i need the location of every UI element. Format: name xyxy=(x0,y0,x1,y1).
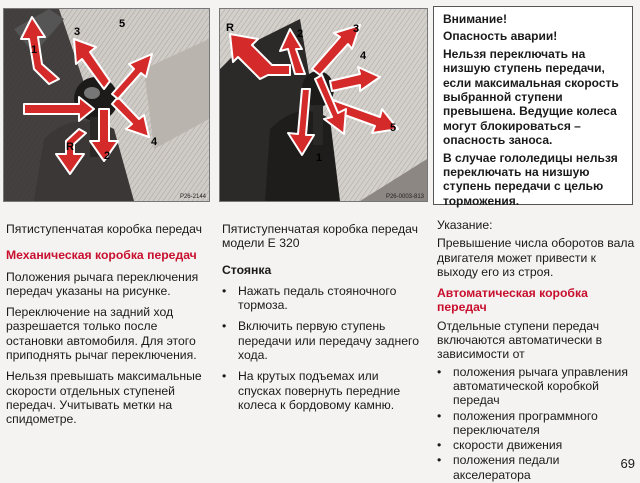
gear-label-5: 5 xyxy=(119,18,126,30)
gear-label-2: 2 xyxy=(297,28,304,40)
gear-label-2: 2 xyxy=(104,150,111,162)
list-item: • Включить первую ступень передачи или передачу заднего хода. xyxy=(222,319,422,362)
warning-subtitle: Опасность аварии! xyxy=(443,29,558,44)
figure-caption: Пятиступенчатая коробка передач xyxy=(6,222,203,236)
paragraph: Положения рычага переключения передач указаны на рисунке. xyxy=(6,269,199,298)
warning-paragraph-2: В случае гололедицы нельзя переключать на низшую ступень передачи с целью торможения. xyxy=(443,150,618,208)
list-item: • положения педали акселератора xyxy=(437,453,637,482)
list-item: • скорости движения xyxy=(437,438,637,452)
gear-label-1: 1 xyxy=(316,152,323,164)
note-text: Превышение числа оборотов вала двигателя может привести к выходу его из строя. xyxy=(437,236,635,279)
gear-label-1: 1 xyxy=(31,44,38,56)
figure-code: P26-0003-813 xyxy=(385,194,424,200)
list-item: • Нажать педаль стояночного тормоза. xyxy=(222,284,422,313)
gearshift-diagram-1 xyxy=(3,8,210,202)
gear-label-3: 3 xyxy=(353,23,360,35)
paragraph: Переключение на задний ход разрешается только после остановки автомобиля. Для этого приподнять рычаг переключения. xyxy=(6,305,197,363)
warning-box xyxy=(433,6,633,208)
section-heading: Стоянка xyxy=(222,262,272,277)
automatic-factors-list xyxy=(437,365,637,482)
gear-label-r: R xyxy=(66,141,74,153)
figure-caption: Пятиступенчатая коробка передач модели E 320 xyxy=(222,222,419,251)
column-right xyxy=(437,218,637,483)
gear-label-4: 4 xyxy=(151,136,158,148)
gearshift-diagram-2 xyxy=(219,8,428,202)
list-item: • положения рычага управления автоматической коробкой передач xyxy=(437,365,637,408)
paragraph: Нельзя превышать максимальные скорости отдельных ступеней передач. Учитывать метки на спидометре. xyxy=(6,369,202,427)
section-heading: Механическая коробка передач xyxy=(6,248,197,263)
column-left xyxy=(6,222,206,434)
gear-label-5: 5 xyxy=(390,122,397,134)
warning-title: Внимание! xyxy=(443,12,507,26)
page-number: 69 xyxy=(620,456,635,471)
gear-lever-illustration xyxy=(4,9,209,201)
gear-lever-illustration xyxy=(220,9,427,201)
figure-code: P26-2144 xyxy=(179,194,206,200)
gear-label-r: R xyxy=(226,22,234,34)
gear-label-4: 4 xyxy=(360,50,367,62)
column-middle xyxy=(222,222,422,419)
gear-label-3: 3 xyxy=(74,26,81,38)
section-heading: Автоматическая коробка передач xyxy=(437,286,588,315)
list-item: • положения программного переключателя xyxy=(437,409,637,438)
parking-steps-list xyxy=(222,284,422,412)
list-item: • На крутых подъемах или спусках повернуть передние колеса к бордовому камню. xyxy=(222,369,422,412)
note-label: Указание: xyxy=(437,218,493,232)
paragraph: Отдельные ступени передач включаются автоматически в зависимости от xyxy=(437,318,603,362)
warning-paragraph-1: Нельзя переключать на низшую ступень передачи, если максимальная скорость выбранной ступени превышена. Ведущие колеса могут блокироваться – опасность заноса. xyxy=(443,46,619,148)
